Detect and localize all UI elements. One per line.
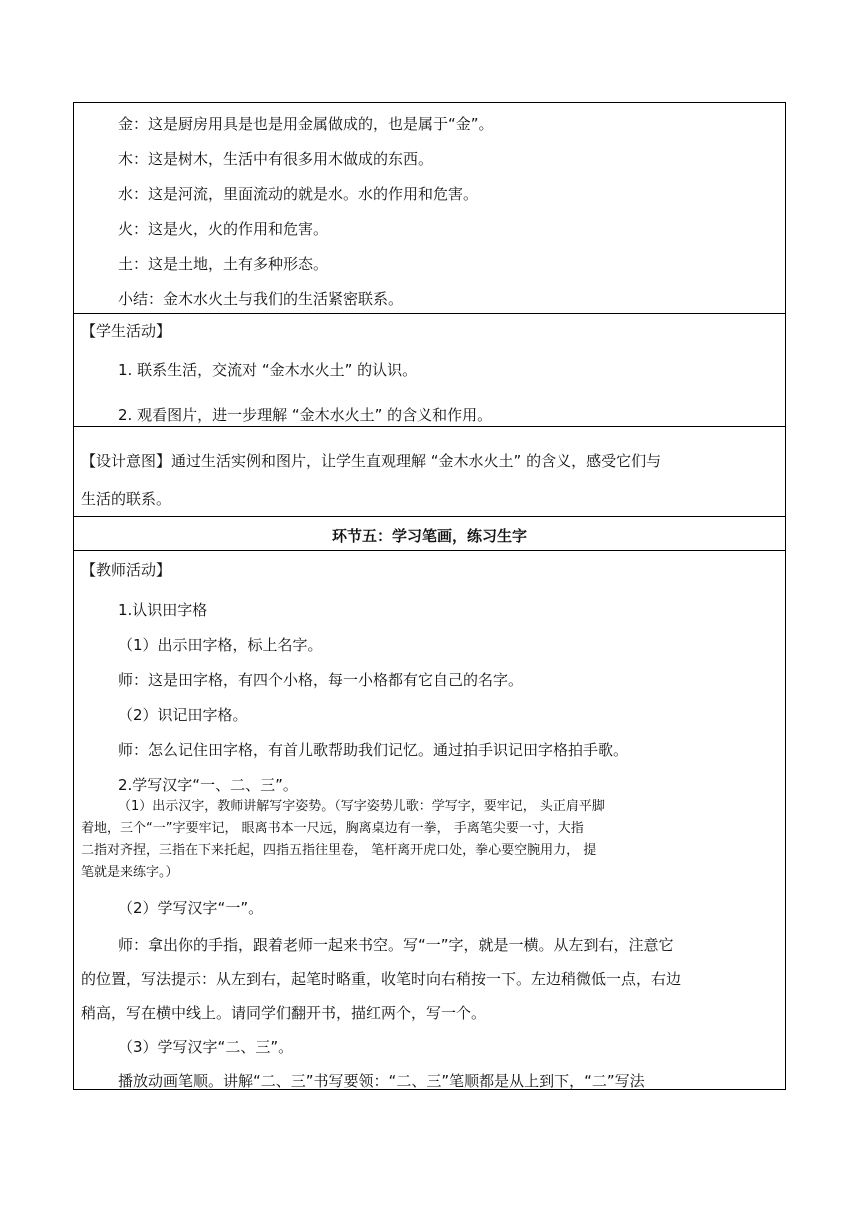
text-line: 水：这是河流，里面流动的就是水。水的作用和危害。 <box>118 185 479 203</box>
elements-explanation-cell <box>74 103 785 314</box>
writing-posture-poem: 笔就是来练字。） <box>81 865 179 880</box>
text-line: 土：这是土地，土有多种形态。 <box>118 255 329 273</box>
text-line: 的位置，写法提示：从左到右，起笔时略重，收笔时向右稍按一下。左边稍微低一点，右边 <box>81 970 682 988</box>
student-activity-item: 1. 联系生活，交流对 “金木水火土” 的认识。 <box>118 361 418 379</box>
text-line: （2）学写汉字“一”。 <box>118 899 264 917</box>
teacher-activity-cell <box>74 551 785 1091</box>
text-line: 稍高，写在横中线上。请同学们翻开书，描红两个，写一个。 <box>81 1004 487 1022</box>
design-intent-text: 生活的联系。 <box>81 490 172 508</box>
text-line: （3）学写汉字“二、三”。 <box>118 1038 294 1056</box>
summary-line: 小结：金木水火土与我们的生活紧密联系。 <box>118 290 404 308</box>
text-line: （1）出示田字格，标上名字。 <box>118 636 323 654</box>
design-intent-cell <box>74 427 785 516</box>
student-activity-cell <box>74 314 785 426</box>
text-line: 师：怎么记住田字格，有首儿歌帮助我们记忆。通过拍手识记田字格拍手歌。 <box>118 741 629 759</box>
text-line: 金：这是厨房用具是也是用金属做成的，也是属于“金”。 <box>118 115 494 133</box>
text-line: 师：拿出你的手指，跟着老师一起来书空。写“一”字，就是一横。从左到右，注意它 <box>118 936 674 954</box>
writing-posture-poem: 二指对齐捏，三指在下来托起，四指五指往里卷， 笔杆离开虎口处，拳心要空腕用力， 提 <box>81 843 597 858</box>
text-line: 1.认识田字格 <box>118 601 208 619</box>
text-line: 师：这是田字格，有四个小格，每一小格都有它自己的名字。 <box>118 671 524 689</box>
design-intent-text: 【设计意图】通过生活实例和图片，让学生直观理解 “金木水火土” 的含义，感受它们与 <box>81 452 662 470</box>
text-line: 播放动画笔顺。讲解“二、三”书写要领：“二、三”笔顺都是从上到下，“二”写法 <box>118 1072 645 1090</box>
section-title-cell <box>74 517 785 551</box>
section-title: 环节五：学习笔画，练习生字 <box>331 527 527 545</box>
writing-posture-poem: （1）出示汉字，教师讲解写字姿势。（写字姿势儿歌：学写字，要牢记， 头正肩平脚 <box>118 799 605 814</box>
teacher-activity-heading: 【教师活动】 <box>81 561 172 579</box>
text-line: 火：这是火，火的作用和危害。 <box>118 220 329 238</box>
writing-posture-poem: 着地，三个“一”字要牢记， 眼离书本一尺远，胸离桌边有一拳， 手离笔尖要一寸，大指 <box>81 821 584 836</box>
student-activity-heading: 【学生活动】 <box>81 322 172 340</box>
text-line: 2.学写汉字“一、二、三”。 <box>118 776 298 794</box>
text-line: 木：这是树木，生活中有很多用木做成的东西。 <box>118 150 434 168</box>
student-activity-item: 2. 观看图片，进一步理解 “金木水火土” 的含义和作用。 <box>118 406 493 424</box>
lesson-plan-table <box>73 102 786 1090</box>
text-line: （2）识记田字格。 <box>118 706 248 724</box>
